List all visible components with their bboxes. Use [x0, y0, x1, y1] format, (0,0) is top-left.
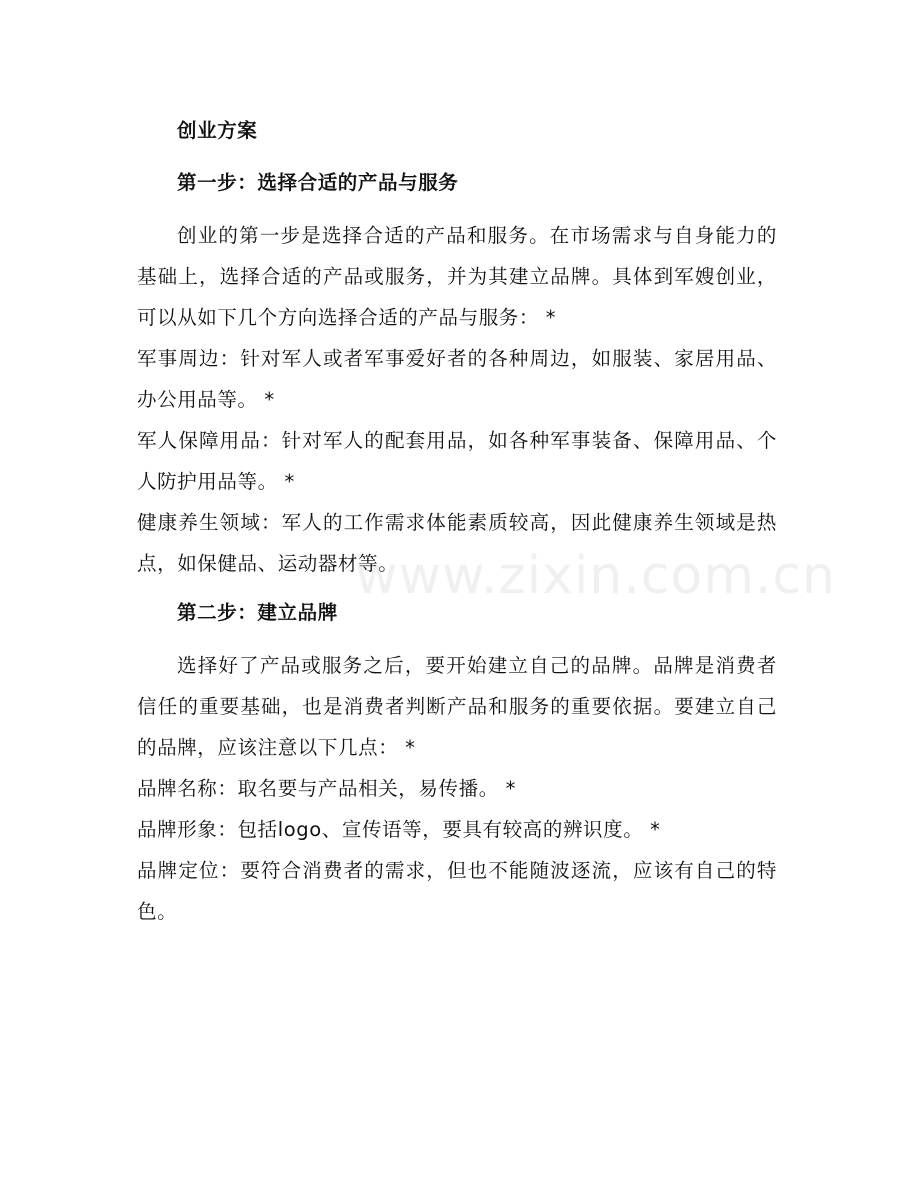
document-title: 创业方案 — [177, 119, 258, 142]
step1-intro: 创业的第一步是选择合适的产品和服务。在市场需求与自身能力的基础上，选择合适的产品或服务，并为其建立品牌。具体到军嫂创业，可以从如下几个方向选择合适的产品与服务： * — [137, 224, 777, 329]
step2-heading: 第二步：建立品牌 — [177, 601, 338, 624]
watermark-text: www.zixin.com.cn — [355, 546, 836, 606]
step1-item-military-merch: 军事周边：针对军人或者军事爱好者的各种周边，如服装、家居用品、办公用品等。 * — [137, 347, 777, 411]
step2-item-brand-name: 品牌名称：取名要与产品相关，易传播。 * — [137, 777, 516, 800]
step2-item-brand-positioning: 品牌定位：要符合消费者的需求，但也不能随波逐流，应该有自己的特色。 — [137, 859, 777, 923]
step1-item-health: 健康养生领域：军人的工作需求体能素质较高，因此健康养生领域是热点，如保健品、运动器材等。 — [137, 511, 777, 575]
document-body — [137, 110, 777, 932]
step1-heading: 第一步：选择合适的产品与服务 — [177, 171, 459, 194]
step2-item-brand-image: 品牌形象：包括logo、宣传语等，要具有较高的辨识度。 * — [137, 818, 661, 841]
step2-intro: 选择好了产品或服务之后，要开始建立自己的品牌。品牌是消费者信任的重要基础，也是消费者判断产品和服务的重要依据。要建立自己的品牌，应该注意以下几点： * — [137, 654, 777, 759]
step1-item-military-supplies: 军人保障用品：针对军人的配套用品，如各种军事装备、保障用品、个人防护用品等。 * — [137, 429, 777, 493]
